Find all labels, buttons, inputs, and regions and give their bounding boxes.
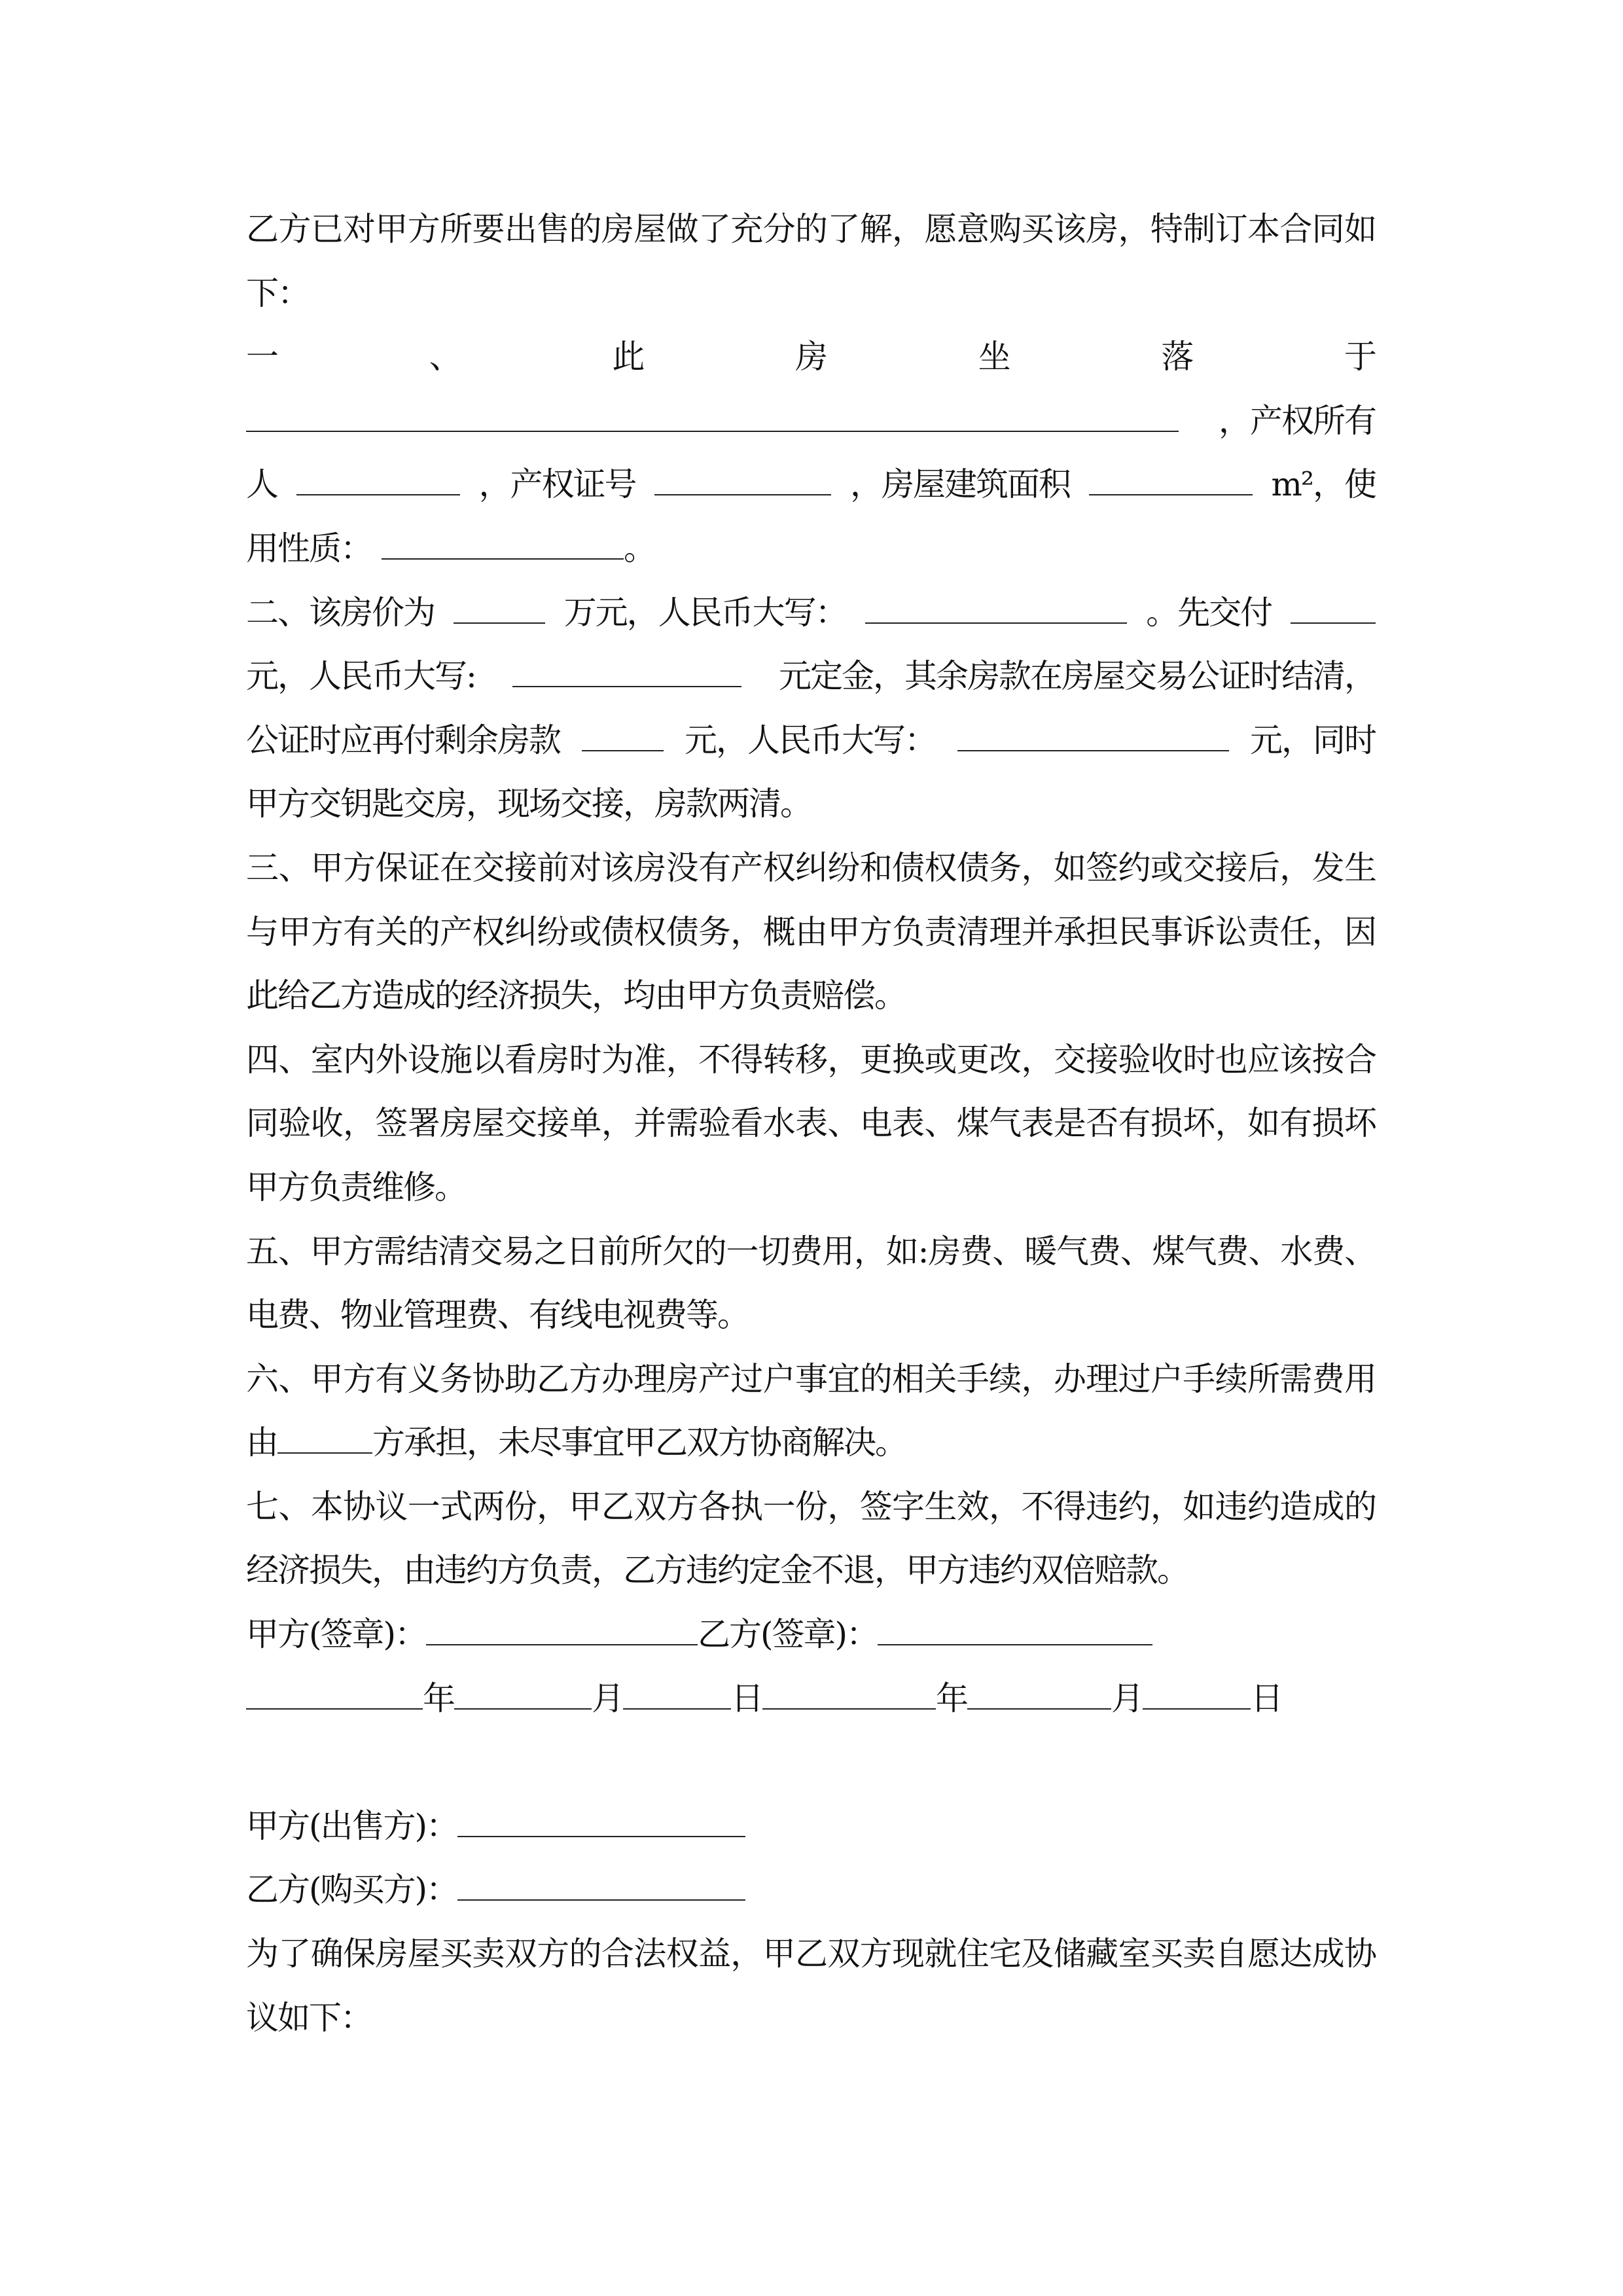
clause7-line: 七、本协议一式两份，甲乙双方各执一份，签字生效，不得违约，如违约造成的 — [246, 1487, 1376, 1526]
contract-page — [246, 198, 1376, 2050]
clause1-heading: 一、此房坐落于 — [246, 338, 1376, 376]
buyer-line: 乙方(购买方)： — [246, 1858, 1376, 1922]
clause1-owner-line: 人 ，产权证号 ，房屋建筑面积 m²，使 — [246, 453, 1376, 517]
seller-blank[interactable] — [457, 1801, 745, 1837]
date-line: 年 月 日 年 月 日 — [246, 1667, 1376, 1731]
seller-line: 甲方(出售方)： — [246, 1795, 1376, 1859]
closing-line: 为了确保房屋买卖双方的合法权益，甲乙双方现就住宅及储藏室买卖自愿达成协 — [246, 1935, 1376, 1973]
deposit-words-blank[interactable] — [512, 652, 741, 688]
clause1-location-line: ，产权所有 — [246, 389, 1376, 454]
signature-line: 甲方(签章)： 乙方(签章)： — [246, 1603, 1376, 1667]
location-blank[interactable] — [246, 396, 1179, 432]
usage-blank[interactable] — [382, 524, 624, 560]
year-blank[interactable] — [762, 1674, 936, 1710]
spacer — [246, 1731, 1376, 1795]
month-blank[interactable] — [967, 1674, 1111, 1710]
clause3-line: 三、甲方保证在交接前对该房没有产权纠纷和债权债务，如签约或交接后，发生 — [246, 848, 1376, 887]
cert-blank[interactable] — [654, 460, 831, 496]
clause5-line: 电费、物业管理费、有线电视费等。 — [246, 1296, 749, 1335]
clause3-line: 此给乙方造成的经济损失，均由甲方负责赔偿。 — [246, 977, 906, 1015]
party-b-signature-blank[interactable] — [878, 1610, 1152, 1646]
clause3-line: 与甲方有关的产权纠纷或债权债务，概由甲方负责清理并承担民事诉讼责任，因 — [246, 912, 1376, 951]
clause7-line: 经济损失，由违约方负责，乙方违约定金不退，甲方违约双倍赔款。 — [246, 1551, 1188, 1590]
clause2-price-line: 二、该房价为 万元，人民币大写： 。先交付 — [246, 581, 1376, 645]
year-blank[interactable] — [246, 1674, 423, 1710]
remaining-words-blank[interactable] — [957, 715, 1229, 751]
clause6-cost-line: 由 方承担，未尽事宜甲乙双方协商解决。 — [246, 1411, 1376, 1475]
price-blank[interactable] — [454, 588, 545, 624]
clause4-line: 四、室内外设施以看房时为准，不得转移，更换或更改，交接验收时也应该按合 — [246, 1040, 1376, 1079]
clause4-line: 同验收，签署房屋交接单，并需验看水表、电表、煤气表是否有损坏，如有损坏 — [246, 1104, 1376, 1143]
clause1-usage-line: 用性质： 。 — [246, 517, 1376, 581]
clause2-deposit-line: 元，人民币大写: 元定金，其余房款在房屋交易公证时结清， — [246, 645, 1376, 709]
day-blank[interactable] — [1143, 1674, 1251, 1710]
price-words-blank[interactable] — [865, 588, 1127, 624]
buyer-blank[interactable] — [457, 1865, 745, 1901]
month-blank[interactable] — [454, 1674, 592, 1710]
area-blank[interactable] — [1089, 460, 1253, 496]
closing-line: 议如下： — [246, 1998, 372, 2037]
owner-blank[interactable] — [296, 460, 460, 496]
intro-line: 乙方已对甲方所要出售的房屋做了充分的了解，愿意购买该房，特制订本合同如 — [246, 210, 1376, 248]
remaining-blank[interactable] — [582, 715, 664, 751]
party-a-signature-blank[interactable] — [426, 1610, 698, 1646]
clause5-line: 五、甲方需结清交易之日前所欠的一切费用，如:房费、暖气费、煤气费、水费、 — [246, 1232, 1376, 1270]
cost-party-blank[interactable] — [277, 1418, 372, 1454]
day-blank[interactable] — [623, 1674, 731, 1710]
clause6-line: 六、甲方有义务协助乙方办理房产过户事宜的相关手续，办理过户手续所需费用 — [246, 1359, 1376, 1398]
clause4-line: 甲方负责维修。 — [246, 1168, 466, 1206]
clause2-remaining-line: 公证时应再付剩余房款 元，人民币大写： 元，同时 — [246, 709, 1376, 773]
first-pay-blank[interactable] — [1291, 588, 1376, 624]
clause2-handover: 甲方交钥匙交房，现场交接，房款两清。 — [246, 785, 812, 823]
intro-line: 下： — [246, 274, 309, 312]
